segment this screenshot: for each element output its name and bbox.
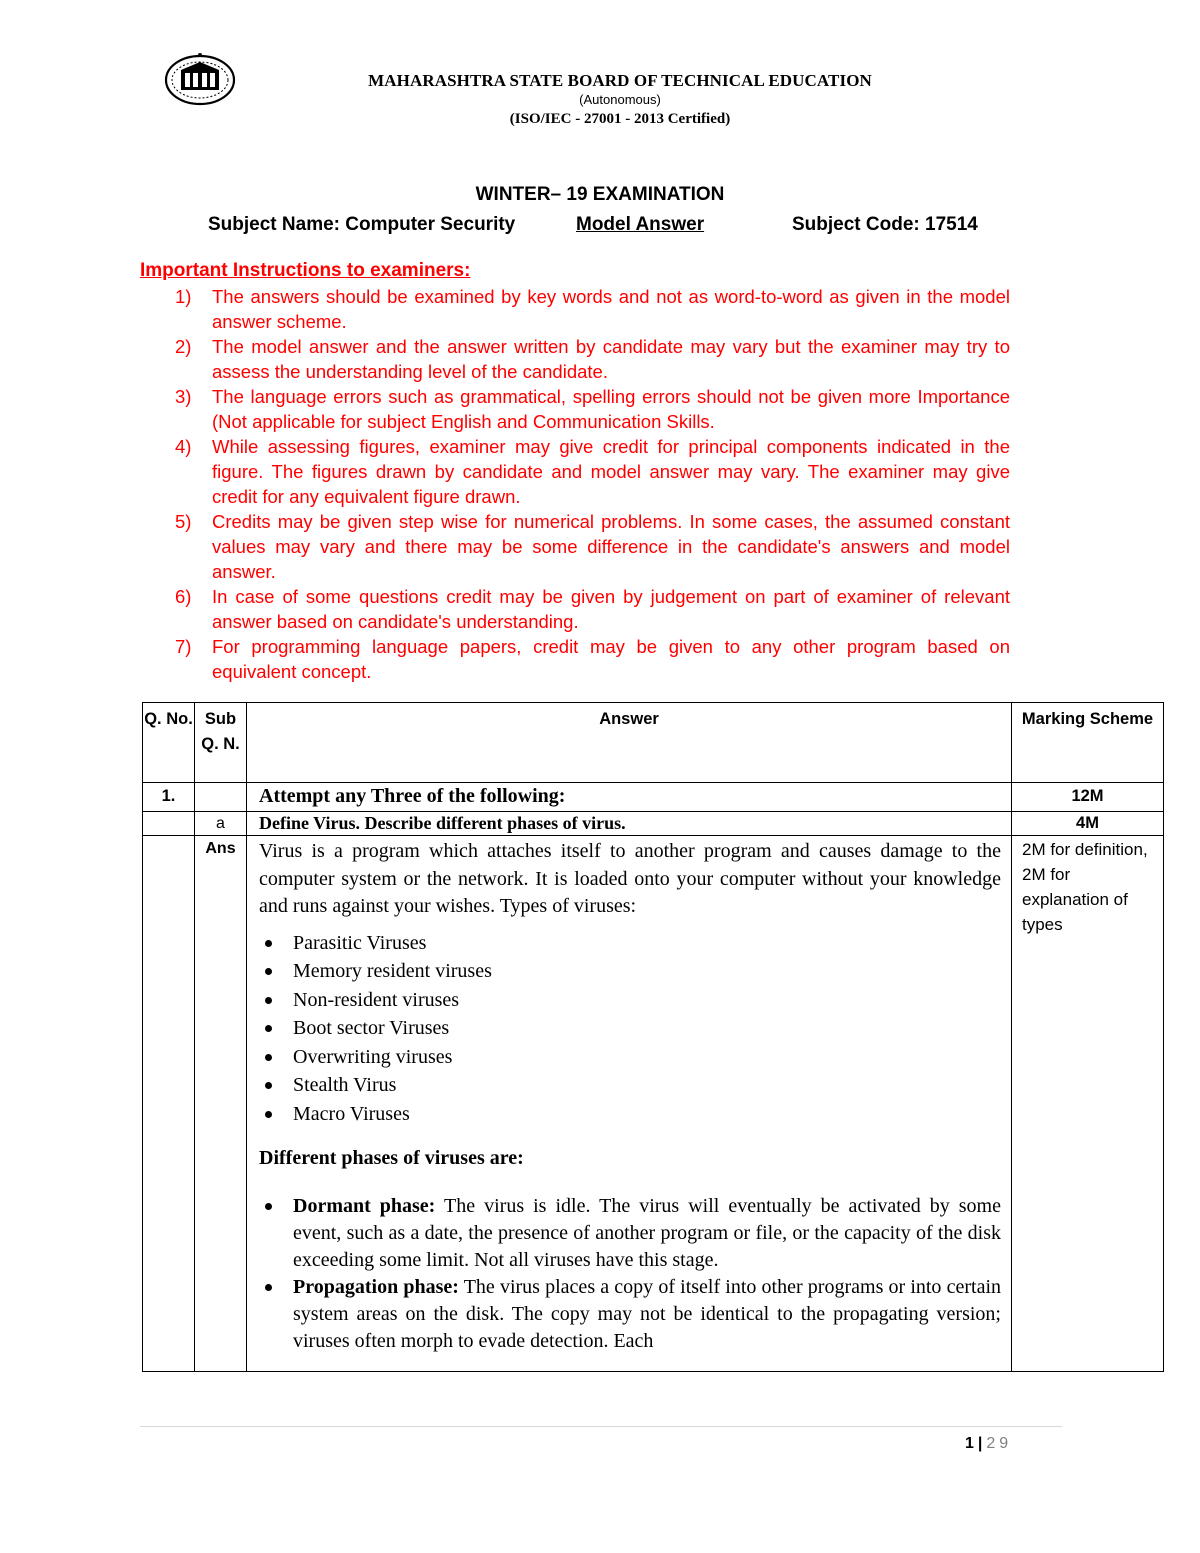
question-row: [143, 783, 1164, 812]
list-item: Overwriting viruses: [259, 1043, 1001, 1072]
board-name: MAHARASHTRA STATE BOARD OF TECHNICAL EDUCATION: [368, 71, 872, 90]
header-answer: Answer: [247, 703, 1012, 783]
subject-row: [0, 214, 1200, 240]
marking-scheme: 2M for definition, 2M for explanation of types: [1012, 836, 1164, 1372]
list-item: Macro Viruses: [259, 1100, 1001, 1129]
instructions-title: Important Instructions to examiners:: [140, 260, 471, 281]
answer-row: [143, 836, 1164, 1372]
list-item: Stealth Virus: [259, 1071, 1001, 1100]
instruction-item: 1) The answers should be examined by key words and not as word-to-word as given in the model answer scheme.: [175, 286, 1010, 332]
page-number: [965, 1435, 1012, 1453]
current-page: 1: [965, 1435, 974, 1452]
instruction-item: 6) In case of some questions credit may be given by judgement on part of examiner of relevant answer based on candidate's understanding.: [175, 586, 1010, 632]
subquestion-row: [143, 812, 1164, 836]
subquestion-qno-empty: [143, 812, 195, 836]
footer-divider: [140, 1426, 1062, 1427]
msbte-logo: [163, 50, 237, 108]
virus-phases-list: [259, 1193, 1001, 1355]
question-marks: 12M: [1012, 783, 1164, 812]
list-item: Parasitic Viruses: [259, 929, 1001, 958]
iso-certification: (ISO/IEC - 27001 - 2013 Certified): [509, 111, 731, 127]
virus-types-list: [259, 929, 1001, 1129]
instruction-item: 7) For programming language papers, credit may be given to any other program based on equivalent concept.: [175, 636, 1010, 682]
document-header: [330, 70, 910, 130]
subquestion-marks: 4M: [1012, 812, 1164, 836]
instructions-list: [140, 284, 1010, 684]
model-answer-label: Model Answer: [576, 214, 705, 235]
total-pages: 29: [986, 1435, 1013, 1452]
list-item: Dormant phase: The virus is idle. The virus will eventually be activated by some event, such as a date, the presence of another program or file, or the capacity of the disk exceeding some limit. Not all viruses have this stage.: [259, 1193, 1001, 1274]
subquestion-label: a: [195, 812, 247, 836]
question-number: 1.: [143, 783, 195, 812]
page-separator: |: [977, 1435, 983, 1452]
answer-intro: Virus is a program which attaches itself to another program and causes damage to the computer system or the network. It is loaded onto your computer without your knowledge and runs against your wishes. Types of viruses:: [259, 840, 1001, 917]
answer-table: [142, 702, 1164, 1372]
answer-body: [247, 836, 1012, 1372]
question-subq-empty: [195, 783, 247, 812]
subject-name: Subject Name: Computer Security: [208, 214, 516, 235]
phases-title: Different phases of viruses are:: [259, 1147, 524, 1169]
list-item: Memory resident viruses: [259, 957, 1001, 986]
examiner-instructions: [140, 258, 1010, 684]
answer-qno-empty: [143, 836, 195, 1372]
header-subq: Sub Q. N.: [195, 703, 247, 783]
list-item: Boot sector Viruses: [259, 1014, 1001, 1043]
instruction-item: 3) The language errors such as grammatical, spelling errors should not be given more Importance (Not applicable for subject English and Communication Skills.: [175, 386, 1010, 432]
subquestion-text: Define Virus. Describe different phases of virus.: [247, 812, 1012, 836]
answer-label: Ans: [195, 836, 247, 1372]
instruction-item: 4) While assessing figures, examiner may give credit for principal components indicated in the figure. The figures drawn by candidate and model answer may vary. The examiner may give credit for any equivalent figure drawn.: [175, 436, 1010, 507]
list-item: Propagation phase: The virus places a copy of itself into other programs or into certain system areas on the disk. The copy may not be identical to the propagating version; viruses often morph to evade detection. Each: [259, 1274, 1001, 1355]
subject-code: Subject Code: 17514: [792, 214, 978, 235]
list-item: Non-resident viruses: [259, 986, 1001, 1015]
header-marking: Marking Scheme: [1012, 703, 1164, 783]
exam-title: WINTER– 19 EXAMINATION: [475, 184, 725, 205]
table-header-row: [143, 703, 1164, 783]
header-qno: Q. No.: [143, 703, 195, 783]
question-text: Attempt any Three of the following:: [247, 783, 1012, 812]
instruction-item: 5) Credits may be given step wise for numerical problems. In some cases, the assumed constant values may vary and there may be some difference in the candidate's answers and model answer.: [175, 511, 1010, 582]
autonomous-label: (Autonomous): [579, 92, 661, 107]
instruction-item: 2) The model answer and the answer written by candidate may vary but the examiner may try to assess the understanding level of the candidate.: [175, 336, 1010, 382]
